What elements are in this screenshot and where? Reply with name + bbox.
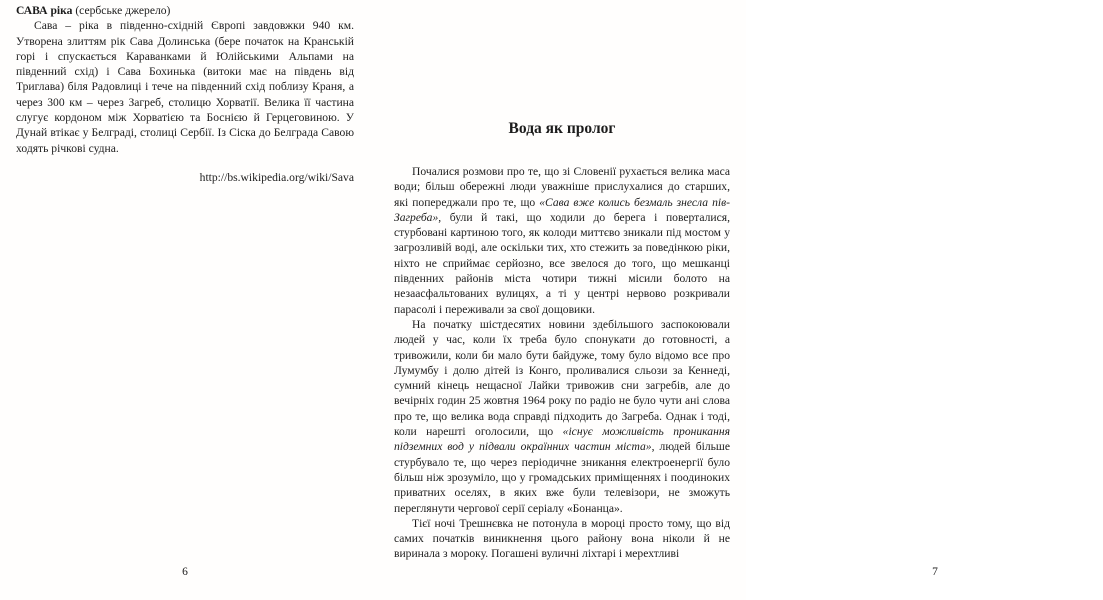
entry-title: [16, 3, 354, 18]
right-text-column: [394, 119, 730, 562]
paragraph-1-quote: «Сава вже колись безмаль знесла пів-Загреба»: [394, 195, 730, 224]
entry-title-bold: САВА ріка: [16, 4, 73, 17]
paragraph-1-post: , були й такі, що ходили до берега і поверталися, стурбовані картиною того, як колоди миттєво зникали під мостом у загрозливій воді, але оскільки тих, хто стежить за поведінкою ріки, ніхто не сприймає серйозно, все звелося до того, що мешканці південних районів міста чотири тижні місили болото на незаасфальтованих вулицях, а ті у центрі нервово розкривали парасолі і переживали за свої дощовики.: [394, 210, 730, 316]
chapter-title: Вода як пролог: [508, 120, 616, 137]
entry-title-rest: (сербське джерело): [72, 4, 171, 17]
paragraph-2: [394, 317, 730, 516]
paragraph-2-quote: «існує можливість проникання підземних вод у підвали окраїнних частин міста»: [394, 425, 730, 454]
paragraph-2-pre: На початку шістдесятих новини здебільшого заспокоювали людей у час, коли їх треба було спонукати до готовності, а тривожили, коли би мало бути байдуже, тому було відомо все про Лумумбу і долю дітей із Конго, проливалися сльози за Кеннеді, сумний кінець нещасної Лайки тривожив сни загребів, але до вечірніх годин 25 жовтня 1964 року по радіо не було чути ані слова про те, що велика вода справді підходить до Загреба. Однак і тоді, коли нарешті оголосили, що: [394, 317, 730, 439]
page-right: [373, 0, 938, 600]
paragraph-3: Тієї ночі Трешнєвка не потонула в мороці просто тому, що від самих початків виникнення цього району вона ніколи й не виринала з мороку. Погашені вуличні ліхтарі і мерехтливі: [394, 516, 730, 561]
source-link: http://bs.wikipedia.org/wiki/Sava: [199, 170, 354, 184]
entry-body: Сава – ріка в південно-східній Європі завдовжки 940 км. Утворена злиттям рік Сава Долинська (бере початок на Кранській горі і спускається Караванками й Юлійськими Альпами на південний схід) і Сава Бохинька (витоки має на південь від Триглава) біля Радовлиці і тече на південний схід поблизу Краня, а через 300 км – через Загреб, столицю Хорватії. Велика її частина слугує кордоном між Хорватією та Боснією й Герцеговиною. У Дунай втікає у Белграді, столиці Сербії. Із Сіска до Белграда Савою ходять річкові судна.: [16, 19, 354, 155]
left-text-column: [16, 3, 354, 185]
page-number-right: 7: [932, 566, 938, 578]
page-number-left: 6: [182, 566, 188, 578]
paragraph-2-post: , людей більше стурбувало те, що через періодичне зникання електроенергії було більш ніж зрозуміло, що у громадських приміщеннях і поодиноких приватних оселях, в яких вже були телевізори, не зможуть переглянути чергової серії серіалу «Бонанца».: [394, 440, 730, 515]
page-left: [0, 0, 373, 600]
paragraph-1: [394, 164, 730, 317]
paragraph-1-pre: Почалися розмови про те, що зі Словенії рухається велика маса води; більш обережні люди уважніше прислухалися до старших, які попереджали про те, що: [394, 165, 730, 209]
